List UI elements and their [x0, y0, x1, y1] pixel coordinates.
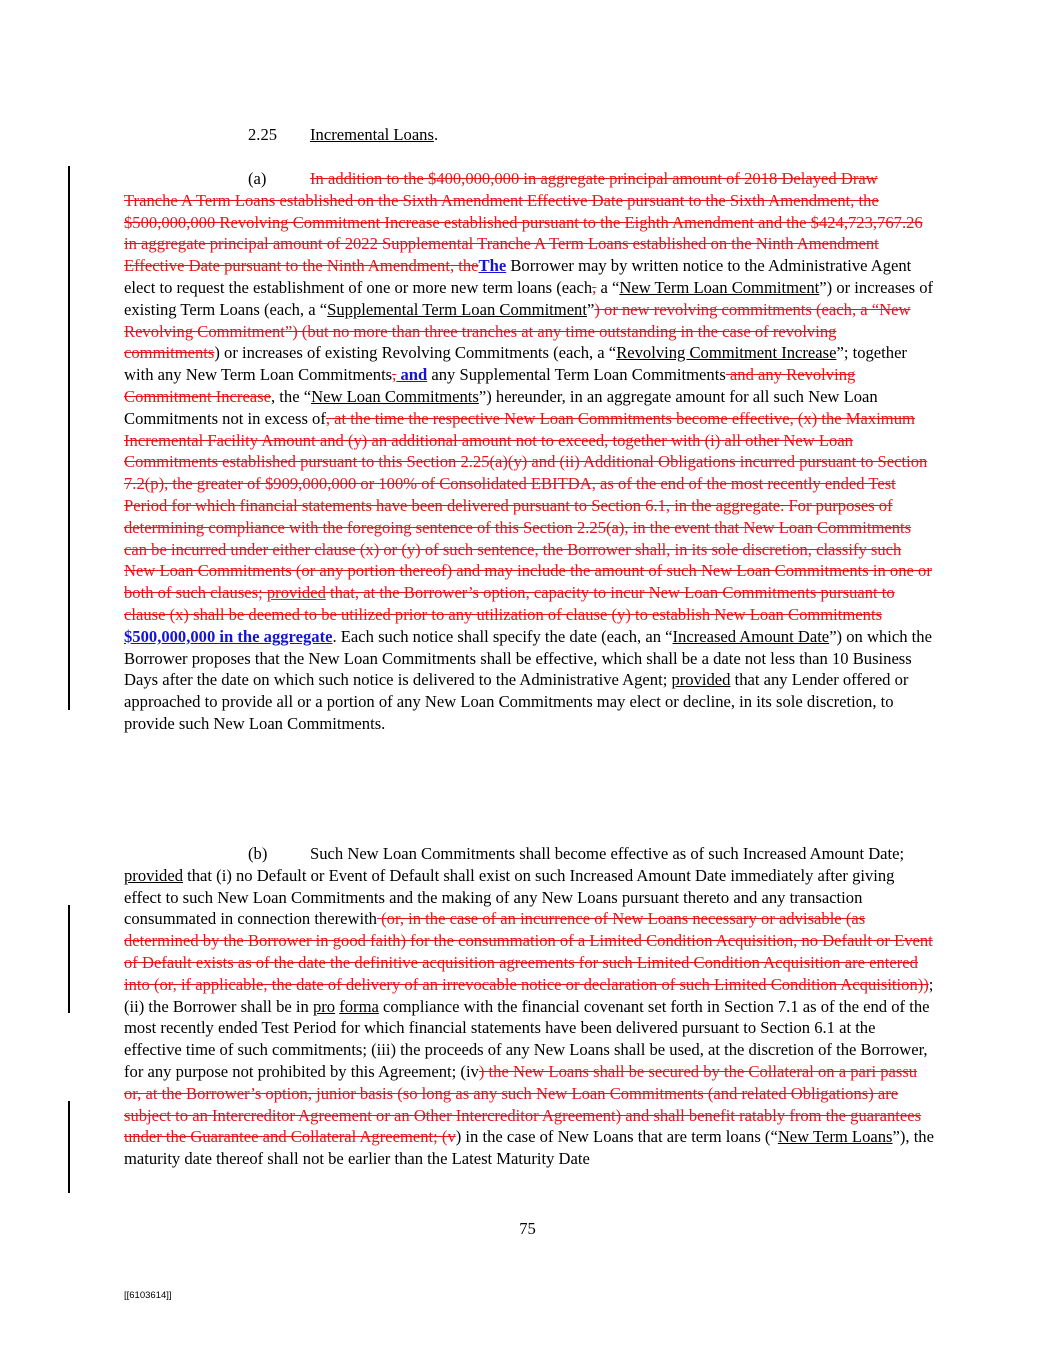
body-text: ”) or increases of existing Term Loans (each, a “: [124, 277, 934, 319]
section-title-period: .: [433, 125, 439, 144]
defined-term: forma: [339, 996, 379, 1016]
change-bar: [68, 1101, 70, 1193]
defined-term: Increased Amount Date: [672, 626, 830, 646]
body-text: ”) hereunder, in an aggregate amount for all such New Loan Commitments not in excess of: [124, 386, 878, 428]
body-text: , the “: [271, 386, 312, 406]
change-bar: [68, 166, 70, 710]
deleted-text: and any Revolving Commitment Increase: [124, 365, 856, 406]
body-text: compliance with the financial covenant set forth in Section 7.1 as of the end of the most recently ended Test Period for which financial statements have been delivered pursuant to Section 6.1 at the effective time of such commitments; (iii) the proceeds of any New Loans shall be used, at the discretion of the Borrower, for any purpose not prohibited by this Agreement; (iv: [124, 996, 930, 1081]
body-text: Borrower may by written notice to the Administrative Agent elect to request the establishment of one or more new term loans (each: [124, 256, 912, 297]
body-text: ”: [586, 299, 595, 319]
body-text: that any Lender offered or approached to provide all or a portion of any New Loan Commitments may elect or decline, in its sole discretion, to provide such New Loan Commitments.: [124, 670, 909, 733]
inserted-text: and: [396, 365, 428, 385]
paragraph-a: [124, 168, 934, 735]
section-heading: [248, 125, 438, 145]
document-id: [[6103614]]: [124, 1290, 172, 1301]
paragraph-b-label: (b): [248, 844, 268, 863]
change-bar: [68, 905, 70, 1013]
paragraph-a-label: (a): [248, 169, 267, 188]
body-text: ; (ii) the Borrower shall be in: [124, 974, 934, 1016]
inserted-text: The: [478, 256, 507, 276]
deleted-defined-term: provided: [266, 583, 326, 603]
defined-term: Supplemental Term Loan Commitment: [327, 299, 587, 319]
defined-term: New Term Loan Commitment: [619, 277, 820, 297]
body-text: a “: [596, 277, 620, 297]
inserted-text: $500,000,000 in the aggregate: [124, 626, 333, 646]
body-text: ”; together with any New Term Loan Commitments: [124, 343, 907, 385]
deleted-text: , at the time the respective New Loan Commitments become effective, (x) the Maximum Incremental Facility Amount and (y) an additional amount not to exceed, together with (i) all other New Loan Commitments established pursuant to this Section 2.25(a)(y) and (ii) Additional Obligations incurred pursuant to Section 7.2(p), the greater of $909,000,000 or 100% of Consolidated EBITDA, as of the end of the most recently ended Test Period for which financial statements have been delivered pursuant to Section 6.1, in the aggregate. For purposes of determining compliance with the foregoing sentence of this Section 2.25(a), in the event that New Loan Commitments can be incurred under either clause (x) or (y) of such sentence, the Borrower shall, in its sole discretion, classify such New Loan Commitments (or any portion thereof) and may include the amount of such New Loan Commitments in one or both of such clauses;: [124, 408, 932, 603]
body-text: any Supplemental Term Loan Commitments: [427, 365, 726, 385]
body-text: . Each such notice shall specify the date (each, an “: [332, 626, 673, 646]
deleted-text: (or, in the case of an incurrence of New Loans necessary or advisable (as determined by the Borrower in good faith) for the consummation of a Limited Condition Acquisition, no Default or Event of Default exists as of the date the definitive acquisition agreements for such Limited Condition Acquisition are entered into (or, if applicable, the date of delivery of an irrevocable notice or declaration of such Limited Condition Acquisition)): [124, 909, 933, 994]
deleted-text: ,: [592, 277, 597, 297]
body-text: ”), the maturity date thereof shall not be earlier than the Latest Maturity Date: [124, 1127, 934, 1169]
defined-term: New Term Loans: [777, 1127, 893, 1147]
body-text: Such New Loan Commitments shall become effective as of such Increased Amount Date;: [310, 844, 905, 863]
paragraph-b: [124, 843, 934, 1170]
page-number: 75: [519, 1219, 536, 1238]
defined-term: provided: [124, 865, 183, 885]
defined-term: New Loan Commitments: [311, 386, 479, 406]
body-text: ) or increases of existing Revolving Commitments (each, a “: [214, 343, 617, 363]
deleted-text: that, at the Borrower’s option, capacity to incur New Loan Commitments pursuant to clause (x) shall be deemed to be utilized prior to any utilization of clause (y) to establish New Loan Commitments: [124, 583, 895, 624]
defined-term: Revolving Commitment Increase: [616, 343, 837, 363]
defined-term: provided: [671, 670, 731, 690]
body-text: that (i) no Default or Event of Default shall exist on such Increased Amount Date immediately after giving effect to such New Loan Commitments and the making of any New Loans pursuant thereto and any transaction consummated in connection therewith: [124, 865, 895, 929]
deleted-text: In addition to the $400,000,000 in aggregate principal amount of 2018 Delayed Draw Tranche A Term Loans established on the Sixth Amendment Effective Date pursuant to the Sixth Amendment, the $500,000,000 Revolving Commitment Increase established pursuant to the Eighth Amendment and the $424,723,767.26 in aggregate principal amount of 2022 Supplemental Tranche A Term Loans established on the Ninth Amendment Effective Date pursuant to the Ninth Amendment, the: [124, 169, 923, 276]
section-title: Incremental Loans: [310, 125, 434, 144]
body-text: ) in the case of New Loans that are term loans (“: [455, 1127, 778, 1147]
section-number: 2.25: [248, 125, 278, 144]
deleted-text: ,: [392, 365, 397, 385]
defined-term: pro: [312, 996, 336, 1016]
deleted-text: ) or new revolving commitments (each, a “New Revolving Commitment”) (but no more than three tranches at any time outstanding in the case of revolving commitments: [124, 299, 911, 363]
deleted-text: ) the New Loans shall be secured by the Collateral on a pari passu or, at the Borrower’s option, junior basis (so long as any such New Loan Commitments (and related Obligations) are subject to an Intercreditor Agreement or an Other Intercreditor Agreement) and shall benefit ratably from the guarantees under the Guarantee and Collateral Agreement; (v: [124, 1061, 922, 1147]
body-text: ”) on which the Borrower proposes that the New Loan Commitments shall be effective, which shall be a date not less than 10 Business Days after the date on which such notice is delivered to the Administrative Agent;: [124, 626, 932, 690]
